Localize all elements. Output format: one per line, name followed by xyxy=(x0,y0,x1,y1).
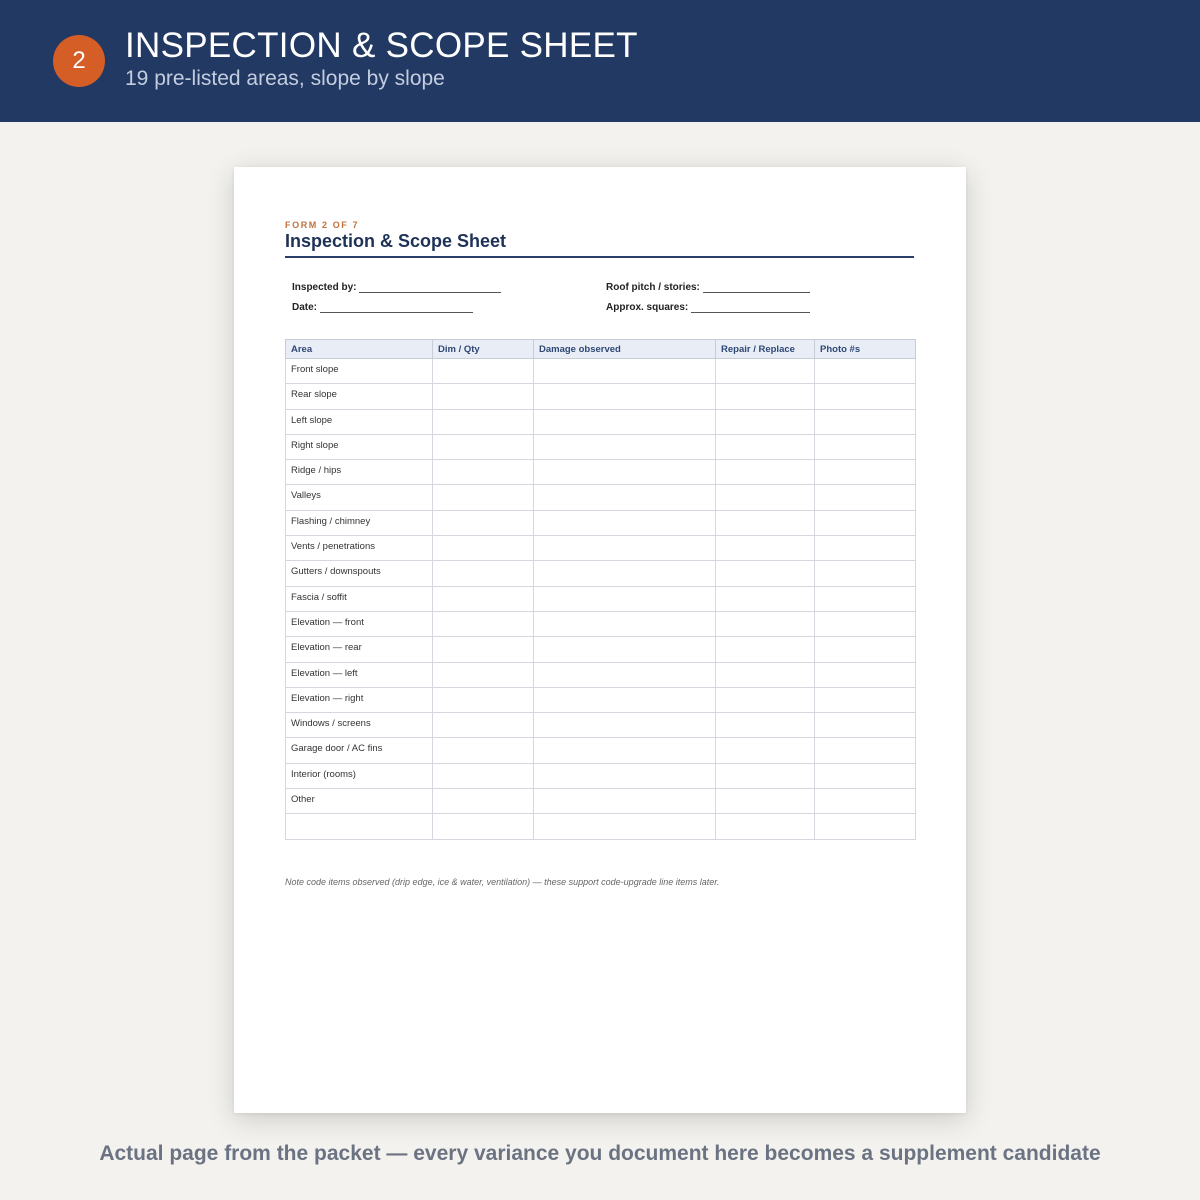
photo-cell xyxy=(815,485,916,510)
area-cell: Elevation — left xyxy=(286,662,433,687)
table-row xyxy=(286,662,916,687)
column-header-area: Area xyxy=(286,340,433,359)
photo-cell xyxy=(815,738,916,763)
table-row xyxy=(286,359,916,384)
dim-qty-cell xyxy=(433,611,534,636)
form-number: FORM 2 OF 7 xyxy=(285,220,360,230)
dim-qty-cell xyxy=(433,434,534,459)
date-field xyxy=(292,302,473,313)
damage-cell xyxy=(534,713,716,738)
area-cell: Interior (rooms) xyxy=(286,763,433,788)
damage-cell xyxy=(534,586,716,611)
dim-qty-cell xyxy=(433,561,534,586)
inspected-by-line xyxy=(359,283,501,293)
photo-cell xyxy=(815,359,916,384)
table-row xyxy=(286,789,916,814)
approx-squares-line xyxy=(691,303,810,313)
code-items-note: Note code items observed (drip edge, ice & water, ventilation) — these support code-upgrade line items later. xyxy=(285,877,720,887)
damage-cell xyxy=(534,662,716,687)
repair-replace-cell xyxy=(716,687,815,712)
table-row xyxy=(286,384,916,409)
area-cell: Vents / penetrations xyxy=(286,536,433,561)
damage-cell xyxy=(534,536,716,561)
table-row xyxy=(286,485,916,510)
dim-qty-cell xyxy=(433,359,534,384)
column-header-dim-qty: Dim / Qty xyxy=(433,340,534,359)
dim-qty-cell xyxy=(433,586,534,611)
photo-cell xyxy=(815,536,916,561)
area-cell: Left slope xyxy=(286,409,433,434)
repair-replace-cell xyxy=(716,586,815,611)
repair-replace-cell xyxy=(716,485,815,510)
repair-replace-cell xyxy=(716,637,815,662)
damage-cell xyxy=(534,460,716,485)
area-cell: Gutters / downspouts xyxy=(286,561,433,586)
photo-cell xyxy=(815,460,916,485)
table-row xyxy=(286,738,916,763)
table-row xyxy=(286,814,916,839)
repair-replace-cell xyxy=(716,713,815,738)
step-number-badge: 2 xyxy=(53,35,105,87)
photo-cell xyxy=(815,763,916,788)
area-cell: Other xyxy=(286,789,433,814)
repair-replace-cell xyxy=(716,536,815,561)
damage-cell xyxy=(534,510,716,535)
area-cell xyxy=(286,814,433,839)
page-subtitle: 19 pre-listed areas, slope by slope xyxy=(125,67,445,90)
column-header-damage: Damage observed xyxy=(534,340,716,359)
date-line xyxy=(320,303,473,313)
approx-squares-field xyxy=(606,302,810,313)
repair-replace-cell xyxy=(716,510,815,535)
repair-replace-cell xyxy=(716,434,815,459)
roof-pitch-field xyxy=(606,282,810,293)
damage-cell xyxy=(534,637,716,662)
damage-cell xyxy=(534,561,716,586)
damage-cell xyxy=(534,434,716,459)
area-cell: Front slope xyxy=(286,359,433,384)
repair-replace-cell xyxy=(716,814,815,839)
area-cell: Elevation — right xyxy=(286,687,433,712)
photo-cell xyxy=(815,510,916,535)
damage-cell xyxy=(534,485,716,510)
dim-qty-cell xyxy=(433,510,534,535)
photo-cell xyxy=(815,687,916,712)
table-row xyxy=(286,763,916,788)
dim-qty-cell xyxy=(433,662,534,687)
repair-replace-cell xyxy=(716,460,815,485)
table-row xyxy=(286,460,916,485)
repair-replace-cell xyxy=(716,561,815,586)
area-cell: Fascia / soffit xyxy=(286,586,433,611)
area-cell: Elevation — rear xyxy=(286,637,433,662)
damage-cell xyxy=(534,687,716,712)
table-row xyxy=(286,586,916,611)
area-cell: Right slope xyxy=(286,434,433,459)
page-title: INSPECTION & SCOPE SHEET xyxy=(125,26,638,65)
column-header-repair-replace: Repair / Replace xyxy=(716,340,815,359)
area-cell: Ridge / hips xyxy=(286,460,433,485)
title-divider xyxy=(285,256,914,258)
dim-qty-cell xyxy=(433,637,534,662)
scope-table xyxy=(285,339,916,840)
table-row xyxy=(286,434,916,459)
area-cell: Elevation — front xyxy=(286,611,433,636)
roof-pitch-label: Roof pitch / stories: xyxy=(606,282,700,293)
damage-cell xyxy=(534,789,716,814)
damage-cell xyxy=(534,409,716,434)
roof-pitch-line xyxy=(703,283,810,293)
table-header-row xyxy=(286,340,916,359)
table-row xyxy=(286,536,916,561)
dim-qty-cell xyxy=(433,485,534,510)
photo-cell xyxy=(815,434,916,459)
table-row xyxy=(286,687,916,712)
damage-cell xyxy=(534,814,716,839)
photo-cell xyxy=(815,662,916,687)
area-cell: Valleys xyxy=(286,485,433,510)
photo-cell xyxy=(815,611,916,636)
table-row xyxy=(286,637,916,662)
photo-cell xyxy=(815,409,916,434)
area-cell: Rear slope xyxy=(286,384,433,409)
repair-replace-cell xyxy=(716,409,815,434)
table-row xyxy=(286,713,916,738)
photo-cell xyxy=(815,637,916,662)
form-page xyxy=(234,167,966,1113)
dim-qty-cell xyxy=(433,384,534,409)
column-header-photos: Photo #s xyxy=(815,340,916,359)
approx-squares-label: Approx. squares: xyxy=(606,302,689,313)
caption: Actual page from the packet — every variance you document here becomes a supplement candidate xyxy=(99,1142,1101,1165)
repair-replace-cell xyxy=(716,611,815,636)
table-row xyxy=(286,409,916,434)
dim-qty-cell xyxy=(433,814,534,839)
table-row xyxy=(286,611,916,636)
damage-cell xyxy=(534,359,716,384)
repair-replace-cell xyxy=(716,359,815,384)
dim-qty-cell xyxy=(433,738,534,763)
inspected-by-label: Inspected by: xyxy=(292,282,357,293)
repair-replace-cell xyxy=(716,384,815,409)
table-row xyxy=(286,510,916,535)
date-label: Date: xyxy=(292,302,318,313)
photo-cell xyxy=(815,789,916,814)
photo-cell xyxy=(815,814,916,839)
damage-cell xyxy=(534,384,716,409)
photo-cell xyxy=(815,586,916,611)
repair-replace-cell xyxy=(716,738,815,763)
repair-replace-cell xyxy=(716,789,815,814)
table-row xyxy=(286,561,916,586)
damage-cell xyxy=(534,738,716,763)
dim-qty-cell xyxy=(433,687,534,712)
dim-qty-cell xyxy=(433,409,534,434)
photo-cell xyxy=(815,713,916,738)
damage-cell xyxy=(534,611,716,636)
dim-qty-cell xyxy=(433,536,534,561)
photo-cell xyxy=(815,561,916,586)
photo-cell xyxy=(815,384,916,409)
form-title: Inspection & Scope Sheet xyxy=(285,231,507,251)
dim-qty-cell xyxy=(433,460,534,485)
damage-cell xyxy=(534,763,716,788)
dim-qty-cell xyxy=(433,763,534,788)
inspected-by-field xyxy=(292,282,501,293)
area-cell: Garage door / AC fins xyxy=(286,738,433,763)
dim-qty-cell xyxy=(433,713,534,738)
area-cell: Windows / screens xyxy=(286,713,433,738)
dim-qty-cell xyxy=(433,789,534,814)
repair-replace-cell xyxy=(716,662,815,687)
area-cell: Flashing / chimney xyxy=(286,510,433,535)
header-banner xyxy=(0,0,1200,122)
repair-replace-cell xyxy=(716,763,815,788)
